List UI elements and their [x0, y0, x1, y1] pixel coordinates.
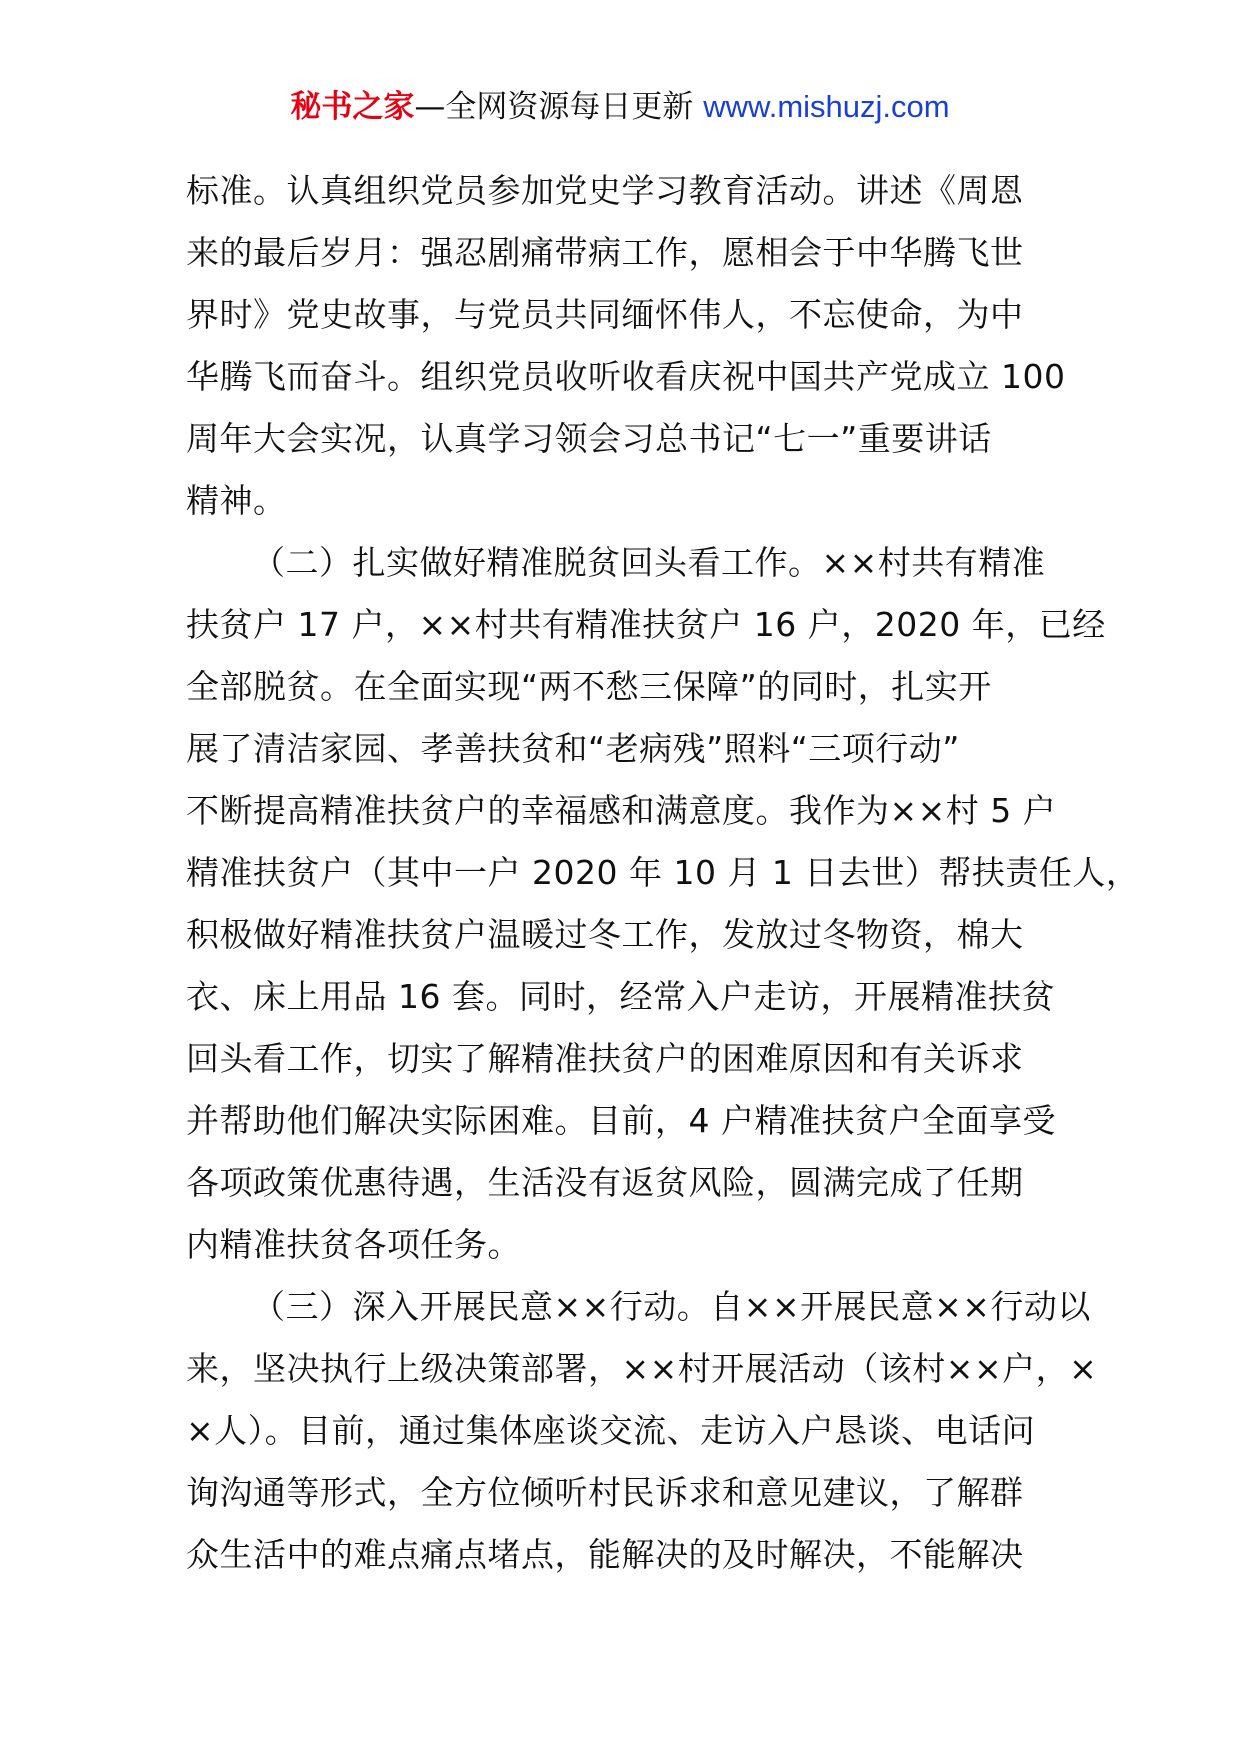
text-line: 回头看工作，切实了解精准扶贫户的困难原因和有关诉求 [186, 1039, 1024, 1078]
text-line: 来，坚决执行上级决策部署，××村开展活动（该村××户，× [186, 1349, 1098, 1388]
text-line: 衣、床上用品 16 套。同时，经常入户走访，开展精准扶贫 [186, 977, 1055, 1016]
text-line: 界时》党史故事，与党员共同缅怀伟人，不忘使命，为中 [186, 295, 1024, 334]
section-heading-line: （二）扎实做好精准脱贫回头看工作。××村共有精准 [252, 543, 1046, 582]
page-header [0, 82, 1240, 132]
text-line: 全部脱贫。在全面实现“两不愁三保障”的同时，扎实开 [186, 667, 992, 706]
text-line: 华腾飞而奋斗。组织党员收听收看庆祝中国共产党成立 100 [186, 357, 1066, 396]
text-line: 标准。认真组织党员参加党史学习教育活动。讲述《周恩 [186, 171, 1024, 210]
text-line: 询沟通等形式，全方位倾听村民诉求和意见建议，了解群 [186, 1473, 1024, 1512]
text-line: 展了清洁家园、孝善扶贫和“老病残”照料“三项行动” [186, 729, 960, 768]
text-line: 扶贫户 17 户，××村共有精准扶贫户 16 户，2020 年，已经 [186, 605, 1106, 644]
document-body [186, 160, 1140, 1586]
website-link[interactable]: www.mishuzj.com [703, 89, 950, 124]
text-line: 各项政策优惠待遇，生活没有返贫风险，圆满完成了任期 [186, 1163, 1024, 1202]
text-line: ×人）。目前，通过集体座谈交流、走访入户恳谈、电话问 [186, 1411, 1036, 1450]
text-line: 内精准扶贫各项任务。 [186, 1225, 521, 1264]
text-line: 来的最后岁月：强忍剧痛带病工作，愿相会于中华腾飞世 [186, 233, 1024, 272]
text-line: 众生活中的难点痛点堵点，能解决的及时解决，不能解决 [186, 1535, 1024, 1574]
text-line: 周年大会实况，认真学习领会习总书记“七一”重要讲话 [186, 419, 992, 458]
text-line: 精准扶贫户（其中一户 2020 年 10 月 1 日去世）帮扶责任人， [186, 853, 1140, 892]
header-slogan: —全网资源每日更新 [414, 89, 694, 125]
text-line: 精神。 [186, 481, 287, 520]
text-line: 不断提高精准扶贫户的幸福感和满意度。我作为××村 5 户 [186, 791, 1057, 830]
text-line: 并帮助他们解决实际困难。目前，4 户精准扶贫户全面享受 [186, 1101, 1056, 1140]
section-heading-line: （三）深入开展民意××行动。自××开展民意××行动以 [252, 1287, 1091, 1326]
brand-name: 秘书之家 [290, 89, 415, 125]
text-line: 积极做好精准扶贫户温暖过冬工作，发放过冬物资，棉大 [186, 915, 1024, 954]
